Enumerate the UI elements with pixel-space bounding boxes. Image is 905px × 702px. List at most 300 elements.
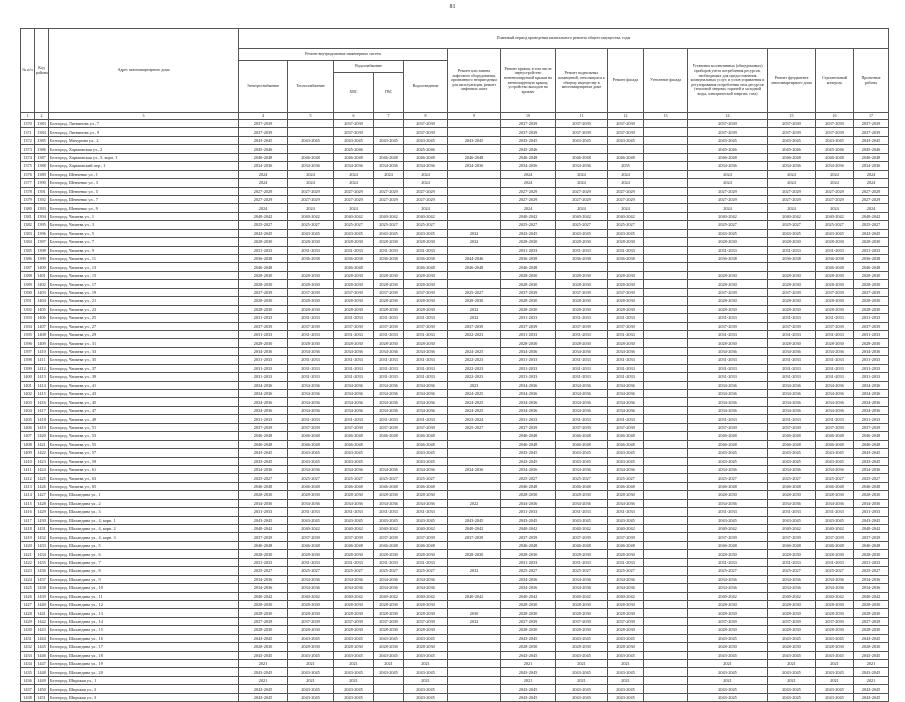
repair-period: 2031-2033 bbox=[816, 415, 854, 423]
repair-period: 2028-2030 bbox=[608, 609, 644, 617]
repair-period: 2031-2033 bbox=[556, 508, 608, 516]
repair-period: 2043-2045 bbox=[556, 136, 608, 144]
repair-period: 2025-2027 bbox=[816, 474, 854, 482]
repair-period: 2028-2030 bbox=[501, 297, 556, 305]
repair-period bbox=[644, 592, 688, 600]
repair-period: 2028-2030 bbox=[688, 643, 768, 651]
table-row bbox=[21, 634, 889, 642]
repair-period bbox=[556, 145, 608, 153]
repair-period: 2037-2039 bbox=[768, 617, 816, 625]
row-number: 1407 bbox=[21, 432, 35, 440]
repair-period: 2040-2042 bbox=[816, 592, 854, 600]
repair-period: 2036-2038 bbox=[374, 255, 404, 263]
row-number: 1400 bbox=[21, 373, 35, 381]
repair-period bbox=[644, 398, 688, 406]
repair-period bbox=[644, 373, 688, 381]
repair-period bbox=[644, 330, 688, 338]
row-number: 1432 bbox=[21, 643, 35, 651]
repair-period bbox=[644, 449, 688, 457]
repair-period: 2028-2030 bbox=[501, 238, 556, 246]
repair-period: 2031-2033 bbox=[501, 356, 556, 364]
repair-period: 2043-2045 bbox=[608, 685, 644, 693]
repair-period: 2025-2027 bbox=[334, 474, 374, 482]
repair-period: 2021 bbox=[374, 660, 404, 668]
row-number: 1433 bbox=[21, 651, 35, 659]
table-row bbox=[21, 575, 889, 583]
repair-period: 2028-2030 bbox=[239, 550, 288, 558]
repair-period: 2031-2033 bbox=[608, 558, 644, 566]
repair-period: 2043-2045 bbox=[556, 668, 608, 676]
district-code: 1404 bbox=[35, 297, 49, 305]
table-row bbox=[21, 685, 889, 693]
repair-period: 2043-2045 bbox=[854, 634, 889, 642]
repair-period: 2040-2042 bbox=[816, 525, 854, 533]
repair-period: 2037-2039 bbox=[404, 322, 448, 330]
repair-period: 2037-2039 bbox=[608, 322, 644, 330]
repair-period: 2046-2048 bbox=[501, 482, 556, 490]
district-code: 1434 bbox=[35, 550, 49, 558]
row-number: 1428 bbox=[21, 609, 35, 617]
repair-period: 2021 bbox=[768, 660, 816, 668]
district-code: 1419 bbox=[35, 423, 49, 431]
repair-period: 2028-2030 bbox=[688, 280, 768, 288]
repair-period: 2037-2039 bbox=[374, 617, 404, 625]
repair-period: 2028-2030 bbox=[556, 491, 608, 499]
repair-period: 2028-2030 bbox=[768, 305, 816, 313]
repair-period: 2031-2033 bbox=[404, 364, 448, 372]
row-number: 1414 bbox=[21, 491, 35, 499]
repair-period: 2043-2045 bbox=[404, 457, 448, 465]
repair-period: 2028-2030 bbox=[448, 550, 501, 558]
repair-period: 2031-2033 bbox=[816, 558, 854, 566]
repair-period: 2036-2038 bbox=[854, 255, 889, 263]
repair-period: 2031-2033 bbox=[374, 373, 404, 381]
repair-period: 2028-2030 bbox=[854, 297, 889, 305]
repair-period: 2024 bbox=[816, 170, 854, 178]
column-number-row bbox=[21, 113, 889, 120]
table-row bbox=[21, 693, 889, 701]
repair-period: 2028-2030 bbox=[816, 297, 854, 305]
repair-period bbox=[644, 550, 688, 558]
repair-period: 2028-2030 bbox=[854, 280, 889, 288]
table-row bbox=[21, 238, 889, 246]
repair-period: 2031-2033 bbox=[688, 508, 768, 516]
repair-period: 2043-2045 bbox=[608, 634, 644, 642]
house-address: Белгород, Шаландина ул., 15 bbox=[49, 626, 239, 634]
repair-period: 2034-2036 bbox=[608, 584, 644, 592]
repair-period: 2037-2039 bbox=[374, 423, 404, 431]
repair-period: 2025-2027 bbox=[854, 221, 889, 229]
repair-period bbox=[448, 541, 501, 549]
table-row bbox=[21, 339, 889, 347]
repair-period: 2024 bbox=[816, 204, 854, 212]
repair-period bbox=[644, 609, 688, 617]
repair-period: 2028-2030 bbox=[288, 491, 334, 499]
repair-period: 2028-2030 bbox=[501, 305, 556, 313]
repair-period: 2034-2036 bbox=[556, 575, 608, 583]
repair-period: 2027-2029 bbox=[334, 187, 374, 195]
repair-period bbox=[448, 600, 501, 608]
repair-period: 2046-2048 bbox=[404, 541, 448, 549]
repair-period bbox=[644, 508, 688, 516]
row-number: 1376 bbox=[21, 170, 35, 178]
repair-period bbox=[644, 423, 688, 431]
repair-period: 2034-2036 bbox=[374, 398, 404, 406]
repair-period: 2037-2039 bbox=[239, 423, 288, 431]
repair-period: 2027-2029 bbox=[501, 195, 556, 203]
repair-period bbox=[288, 128, 334, 136]
repair-period: 2036-2038 bbox=[239, 255, 288, 263]
repair-period bbox=[448, 120, 501, 128]
repair-period: 2043-2045 bbox=[816, 685, 854, 693]
repair-period: 2031-2033 bbox=[608, 508, 644, 516]
repair-period: 2043-2045 bbox=[556, 449, 608, 457]
repair-period: 2037-2039 bbox=[816, 288, 854, 296]
repair-period: 2040-2042 bbox=[688, 212, 768, 220]
house-address: Белгород, Чапаева ул., 23 bbox=[49, 305, 239, 313]
repair-period: 2046-2048 bbox=[854, 432, 889, 440]
repair-period: 2024 bbox=[768, 179, 816, 187]
repair-period: 2028-2030 bbox=[768, 643, 816, 651]
house-address: Белгород, Шаландина ул., 2 bbox=[49, 499, 239, 507]
house-address: Белгород, Шевченко ул., 9 bbox=[49, 204, 239, 212]
repair-period: 2037-2039 bbox=[556, 322, 608, 330]
repair-period: 2028-2030 bbox=[404, 339, 448, 347]
repair-period: 2027-2029 bbox=[556, 187, 608, 195]
repair-period: 2031-2033 bbox=[854, 373, 889, 381]
repair-period: 2027-2029 bbox=[404, 187, 448, 195]
repair-period: 2024 bbox=[404, 179, 448, 187]
repair-period: 2046-2048 bbox=[288, 432, 334, 440]
repair-period: 2037-2039 bbox=[854, 288, 889, 296]
repair-period bbox=[644, 482, 688, 490]
repair-period bbox=[644, 136, 688, 144]
repair-period: 2043-2045 bbox=[501, 229, 556, 237]
repair-period: 2022-2023 bbox=[448, 356, 501, 364]
repair-period: 2046-2048 bbox=[768, 153, 816, 161]
repair-period: 2031-2033 bbox=[288, 373, 334, 381]
repair-period bbox=[644, 533, 688, 541]
repair-period: 2028-2030 bbox=[239, 626, 288, 634]
repair-period: 2034-2036 bbox=[816, 584, 854, 592]
repair-period: 2046-2048 bbox=[239, 263, 288, 271]
repair-period: 2046-2048 bbox=[404, 440, 448, 448]
repair-period bbox=[288, 145, 334, 153]
repair-period: 2040-2042 bbox=[556, 212, 608, 220]
repair-period: 2043-2045 bbox=[239, 229, 288, 237]
repair-period: 2031-2033 bbox=[816, 314, 854, 322]
table-row bbox=[21, 398, 889, 406]
repair-period bbox=[644, 195, 688, 203]
row-number: 1419 bbox=[21, 533, 35, 541]
repair-period: 2021 bbox=[501, 660, 556, 668]
district-code: 1410 bbox=[35, 347, 49, 355]
repair-period: 2025-2027 bbox=[768, 221, 816, 229]
repair-period: 2034-2036 bbox=[768, 406, 816, 414]
repair-period: 2028-2030 bbox=[404, 550, 448, 558]
repair-period: 2034-2036 bbox=[816, 575, 854, 583]
repair-period: 2036-2038 bbox=[404, 255, 448, 263]
repair-period: 2034-2036 bbox=[556, 398, 608, 406]
repair-period: 2031-2033 bbox=[374, 246, 404, 254]
repair-period: 2034-2036 bbox=[608, 575, 644, 583]
repair-period: 2024-2025 bbox=[448, 390, 501, 398]
house-address: Белгород, Шаландина ул., 6 bbox=[49, 550, 239, 558]
repair-period: 2043-2045 bbox=[768, 516, 816, 524]
repair-period: 2034-2036 bbox=[688, 162, 768, 170]
house-address: Белгород, Харьковская ул., 2 bbox=[49, 145, 239, 153]
repair-period: 2037-2039 bbox=[288, 617, 334, 625]
repair-period: 2043-2045 bbox=[374, 651, 404, 659]
repair-period: 2027-2029 bbox=[374, 195, 404, 203]
district-code: 1437 bbox=[35, 575, 49, 583]
column-number: 6 bbox=[334, 113, 374, 120]
repair-period: 2021 bbox=[288, 660, 334, 668]
repair-period: 2021 bbox=[816, 660, 854, 668]
repair-period: 2031-2033 bbox=[768, 330, 816, 338]
repair-period: 2028-2030 bbox=[768, 491, 816, 499]
repair-period: 2043-2045 bbox=[768, 651, 816, 659]
repair-period: 2037-2039 bbox=[374, 322, 404, 330]
repair-period: 2046-2048 bbox=[334, 482, 374, 490]
repair-period: 2034-2036 bbox=[239, 347, 288, 355]
repair-period: 2037-2039 bbox=[334, 533, 374, 541]
repair-period: 2025-2027 bbox=[688, 474, 768, 482]
repair-period bbox=[644, 229, 688, 237]
repair-period: 2034-2036 bbox=[854, 162, 889, 170]
repair-period: 2021 bbox=[556, 676, 608, 684]
repair-period: 2031-2033 bbox=[404, 415, 448, 423]
repair-period: 2037-2039 bbox=[334, 288, 374, 296]
repair-period: 2034-2036 bbox=[374, 347, 404, 355]
repair-period: 2028-2030 bbox=[608, 339, 644, 347]
repair-period: 2034-2036 bbox=[501, 575, 556, 583]
repair-period: 2028-2030 bbox=[556, 600, 608, 608]
table-row bbox=[21, 305, 889, 313]
repair-period: 2043-2045 bbox=[239, 651, 288, 659]
repair-period: 2043-2045 bbox=[501, 457, 556, 465]
repair-period: 2028-2030 bbox=[608, 297, 644, 305]
repair-period: 2040-2042 bbox=[334, 212, 374, 220]
repair-period: 2040-2042 bbox=[239, 212, 288, 220]
repair-period: 2034-2036 bbox=[501, 465, 556, 473]
row-number: 1416 bbox=[21, 508, 35, 516]
repair-period: 2024 bbox=[608, 170, 644, 178]
repair-period bbox=[448, 280, 501, 288]
repair-period: 2028-2030 bbox=[556, 609, 608, 617]
repair-period: 2043-2045 bbox=[374, 634, 404, 642]
repair-period: 2028-2030 bbox=[816, 609, 854, 617]
repair-period: 2031-2033 bbox=[854, 330, 889, 338]
repair-period: 2024 bbox=[768, 204, 816, 212]
repair-period: 2043-2045 bbox=[688, 136, 768, 144]
repair-period: 2028-2030 bbox=[334, 305, 374, 313]
repair-period bbox=[644, 170, 688, 178]
repair-period: 2021 bbox=[404, 676, 448, 684]
repair-period: 2028-2030 bbox=[288, 280, 334, 288]
repair-period: 2034-2036 bbox=[608, 390, 644, 398]
repair-period: 2027-2029 bbox=[816, 187, 854, 195]
repair-period: 2031-2033 bbox=[288, 356, 334, 364]
repair-period: 2037-2039 bbox=[448, 533, 501, 541]
repair-period: 2043-2045 bbox=[334, 449, 374, 457]
repair-period: 2028-2030 bbox=[288, 238, 334, 246]
house-address: Белгород, Чапаева ул., 39 bbox=[49, 373, 239, 381]
table-row bbox=[21, 676, 889, 684]
repair-period: 2040-2042 bbox=[556, 525, 608, 533]
repair-period: 2031-2033 bbox=[854, 415, 889, 423]
table-row bbox=[21, 651, 889, 659]
header-address: Адрес многоквартирного дома bbox=[49, 29, 239, 113]
repair-period: 2046-2048 bbox=[404, 482, 448, 490]
repair-period: 2027-2029 bbox=[688, 187, 768, 195]
repair-period: 2034-2036 bbox=[374, 381, 404, 389]
row-number: 1422 bbox=[21, 558, 35, 566]
repair-period: 2036-2038 bbox=[556, 255, 608, 263]
row-number: 1391 bbox=[21, 297, 35, 305]
repair-period: 2037-2039 bbox=[768, 288, 816, 296]
repair-period: 2025-2027 bbox=[556, 567, 608, 575]
repair-period: 2031-2033 bbox=[501, 330, 556, 338]
repair-period bbox=[644, 128, 688, 136]
repair-period: 2043-2045 bbox=[854, 136, 889, 144]
repair-period: 2034-2036 bbox=[334, 381, 374, 389]
repair-period: 2034-2036 bbox=[688, 406, 768, 414]
row-number: 1386 bbox=[21, 255, 35, 263]
repair-period: 2046-2048 bbox=[501, 432, 556, 440]
repair-period: 2028-2030 bbox=[768, 600, 816, 608]
repair-period: 2021 bbox=[501, 676, 556, 684]
repair-period: 2043-2045 bbox=[816, 449, 854, 457]
house-address: Белгород, Чапаева ул., 29 bbox=[49, 330, 239, 338]
row-number: 1396 bbox=[21, 339, 35, 347]
repair-period: 2031-2033 bbox=[688, 330, 768, 338]
row-number: 1411 bbox=[21, 465, 35, 473]
repair-period bbox=[374, 204, 404, 212]
repair-period: 2031-2033 bbox=[816, 246, 854, 254]
repair-period: 2031-2033 bbox=[501, 373, 556, 381]
repair-period: 2040-2042 bbox=[768, 212, 816, 220]
repair-period: 2024 bbox=[404, 170, 448, 178]
repair-period: 2037-2039 bbox=[288, 423, 334, 431]
repair-period: 2043-2045 bbox=[768, 229, 816, 237]
capital-repair-schedule-table bbox=[20, 28, 889, 702]
repair-period: 2028-2030 bbox=[334, 339, 374, 347]
repair-period: 2031-2033 bbox=[501, 364, 556, 372]
repair-period: 2024 bbox=[334, 170, 374, 178]
repair-period: 2040-2042 bbox=[288, 592, 334, 600]
repair-period: 2046-2048 bbox=[768, 432, 816, 440]
repair-period: 2037-2039 bbox=[501, 322, 556, 330]
repair-period: 2028-2030 bbox=[239, 491, 288, 499]
page-number: 81 bbox=[449, 4, 456, 10]
repair-period: 2046-2048 bbox=[768, 541, 816, 549]
row-number: 1403 bbox=[21, 398, 35, 406]
table-row bbox=[21, 465, 889, 473]
repair-period: 2028-2030 bbox=[334, 609, 374, 617]
repair-period: 2034-2036 bbox=[239, 381, 288, 389]
repair-period bbox=[644, 600, 688, 608]
repair-period: 2028-2030 bbox=[854, 339, 889, 347]
repair-period: 2040-2042 bbox=[854, 592, 889, 600]
repair-period: 2037-2039 bbox=[854, 617, 889, 625]
repair-period: 2034-2036 bbox=[288, 398, 334, 406]
repair-period bbox=[644, 643, 688, 651]
repair-period: 2031-2033 bbox=[501, 415, 556, 423]
house-address: Белгород, Чапаева ул., 3 bbox=[49, 221, 239, 229]
repair-period: 2043-2045 bbox=[688, 229, 768, 237]
repair-period bbox=[288, 120, 334, 128]
house-address: Белгород, Чапаева ул., 31 bbox=[49, 339, 239, 347]
header-meters: Установка коллективных (общедомовых) приборов учета потребления ресурсов, необходимых для предоставления коммунальных услуг, и узлов управления и регулирования потребления этих ресурсов (тепловой энергии, горячей и холодной воды, электрической энергии, газа) bbox=[688, 49, 768, 113]
repair-period: 2031-2033 bbox=[334, 314, 374, 322]
repair-period: 2043-2045 bbox=[816, 634, 854, 642]
column-number: 7 bbox=[374, 113, 404, 120]
table-row bbox=[21, 288, 889, 296]
repair-period: 2043-2045 bbox=[608, 449, 644, 457]
repair-period: 2034-2036 bbox=[334, 499, 374, 507]
repair-period: 2034-2036 bbox=[768, 347, 816, 355]
repair-period bbox=[448, 575, 501, 583]
repair-period: 2028-2030 bbox=[556, 238, 608, 246]
repair-period: 2031-2033 bbox=[374, 356, 404, 364]
repair-period: 2046-2048 bbox=[288, 482, 334, 490]
repair-period: 2031-2033 bbox=[816, 364, 854, 372]
repair-period: 2028-2030 bbox=[239, 280, 288, 288]
header-engineering-systems: Ремонт внутридомовых инженерных систем bbox=[239, 49, 448, 61]
repair-period: 2046-2048 bbox=[556, 153, 608, 161]
repair-period bbox=[374, 440, 404, 448]
repair-period: 2043-2045 bbox=[608, 516, 644, 524]
repair-period: 2034-2036 bbox=[556, 406, 608, 414]
repair-period: 2043-2045 bbox=[854, 693, 889, 701]
repair-period: 2040-2042 bbox=[608, 525, 644, 533]
repair-period: 2034-2036 bbox=[404, 499, 448, 507]
repair-period: 2045-2046 bbox=[854, 145, 889, 153]
repair-period: 2031-2033 bbox=[688, 356, 768, 364]
repair-period: 2045-2046 bbox=[768, 145, 816, 153]
repair-period: 2037-2039 bbox=[288, 288, 334, 296]
repair-period: 2043-2045 bbox=[288, 634, 334, 642]
repair-period: 2034-2036 bbox=[374, 499, 404, 507]
repair-period: 2028-2030 bbox=[688, 305, 768, 313]
repair-period: 2034-2036 bbox=[556, 347, 608, 355]
repair-period: 2027-2029 bbox=[501, 187, 556, 195]
row-number: 1397 bbox=[21, 347, 35, 355]
district-code: 1390 bbox=[35, 179, 49, 187]
repair-period: 2034-2036 bbox=[688, 347, 768, 355]
repair-period bbox=[644, 516, 688, 524]
table-row bbox=[21, 406, 889, 414]
repair-period: 2028-2030 bbox=[556, 339, 608, 347]
repair-period: 2025-2027 bbox=[334, 221, 374, 229]
repair-period bbox=[644, 432, 688, 440]
table-row bbox=[21, 280, 889, 288]
table-row bbox=[21, 508, 889, 516]
repair-period: 2030 bbox=[448, 609, 501, 617]
repair-period bbox=[644, 255, 688, 263]
repair-period: 2028-2030 bbox=[501, 626, 556, 634]
repair-period: 2032 bbox=[448, 305, 501, 313]
repair-period: 2034-2036 bbox=[501, 406, 556, 414]
district-code: 1440 bbox=[35, 600, 49, 608]
district-code: 1394 bbox=[35, 212, 49, 220]
repair-period: 2046-2048 bbox=[239, 482, 288, 490]
repair-period: 2037-2039 bbox=[854, 533, 889, 541]
repair-period bbox=[448, 643, 501, 651]
repair-period: 2034-2036 bbox=[288, 390, 334, 398]
repair-period: 2034-2036 bbox=[501, 499, 556, 507]
